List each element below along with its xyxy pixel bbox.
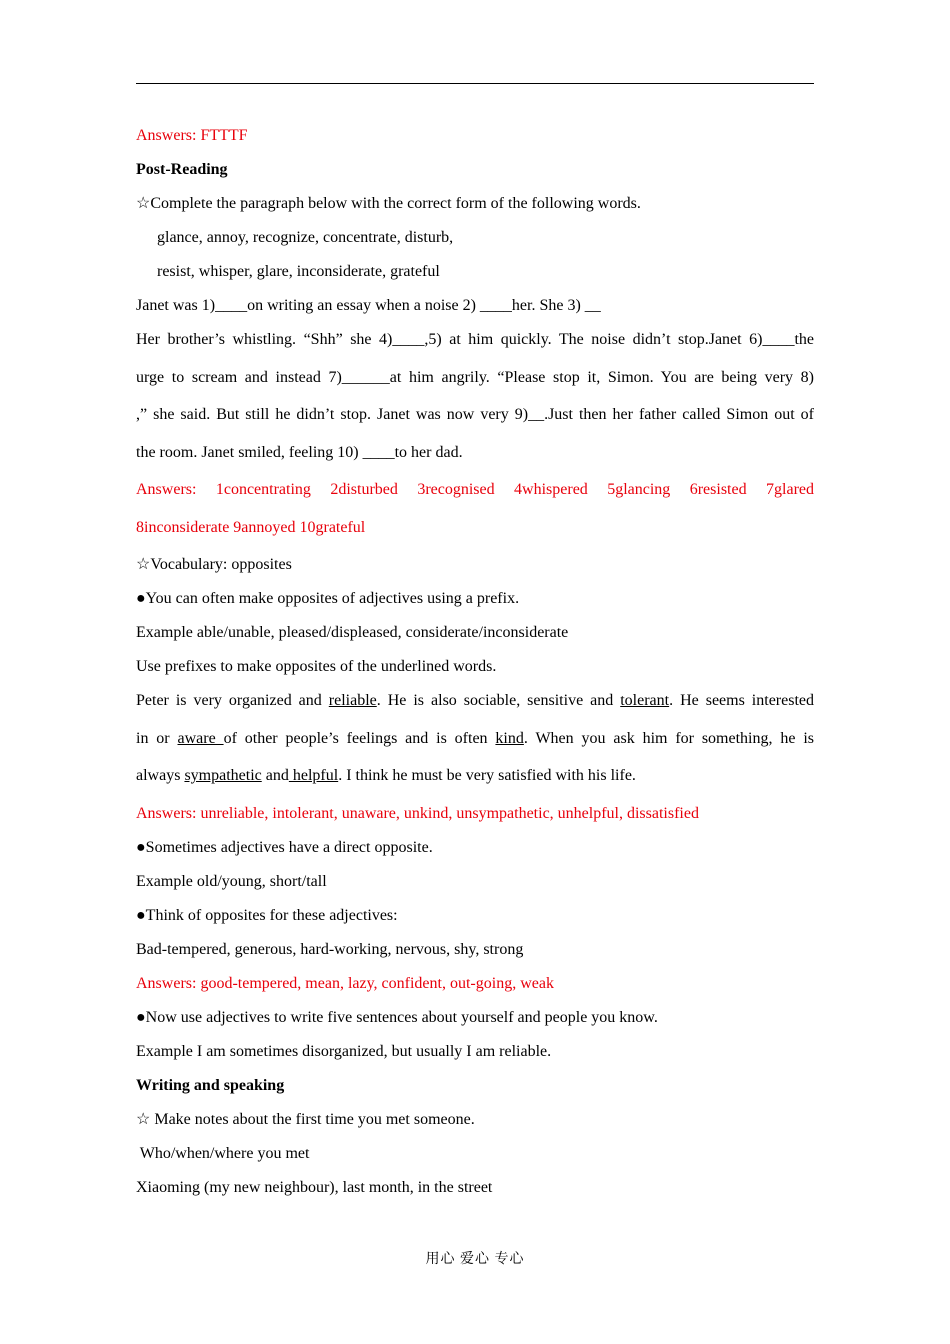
- underlined-word: kind: [495, 729, 524, 747]
- underlined-word: tolerant: [620, 692, 670, 709]
- answers-opposites: Answers: good-tempered, mean, lazy, confident, out-going, weak: [136, 974, 554, 992]
- underlined-word: sympathetic: [184, 767, 262, 784]
- xiaoming-notes: Xiaoming (my new neighbour), last month, in the street: [136, 1178, 493, 1196]
- answers-prefix: Answers: unreliable, intolerant, unaware, unkind, unsympathetic, unhelpful, dissatisfied: [136, 804, 699, 822]
- text: and: [261, 767, 289, 784]
- text: . He seems interested: [669, 692, 815, 709]
- prefix-example: Example able/unable, pleased/displeased, considerate/inconsiderate: [136, 624, 569, 641]
- answers-fill-in-line: 8inconsiderate 9annoyed 10grateful: [136, 518, 366, 536]
- text: Peter is very organized and: [136, 692, 329, 709]
- peter-paragraph: [136, 682, 814, 795]
- writing-speaking-heading: Writing and speaking: [136, 1076, 285, 1094]
- text: in or: [136, 729, 178, 747]
- janet-line: the room. Janet smiled, feeling 10) ____to her dad.: [136, 443, 463, 461]
- prefix-bullet: ●You can often make opposites of adjectives using a prefix.: [136, 590, 520, 607]
- text: always: [136, 767, 185, 784]
- janet-paragraph: [136, 321, 814, 471]
- janet-line: ,” she said. But still he didn’t stop. Janet was now very 9)__.Just then her father called Simon out of: [136, 406, 814, 423]
- complete-instruction: ☆Complete the paragraph below with the correct form of the following words.: [136, 195, 641, 212]
- direct-opposite-example: Example old/young, short/tall: [136, 872, 327, 890]
- document-body: [136, 122, 814, 1208]
- write-sentences-bullet: ●Now use adjectives to write five sentences about yourself and people you know.: [136, 1008, 658, 1026]
- underlined-word: reliable: [328, 692, 377, 709]
- answers-fill-in-line: Answers: 1concentrating 2disturbed 3recognised 4whispered 5glancing 6resisted 7glared: [136, 481, 814, 498]
- text: . He is also sociable, sensitive and: [376, 692, 621, 709]
- make-notes-instruction: ☆ Make notes about the first time you met someone.: [136, 1110, 475, 1128]
- think-opposites-bullet: ●Think of opposites for these adjectives:: [136, 906, 398, 924]
- peter-line: [136, 720, 814, 758]
- peter-line: [136, 682, 814, 720]
- word-list-2: resist, whisper, glare, inconsiderate, grateful: [157, 263, 440, 280]
- use-prefixes-instruction: Use prefixes to make opposites of the underlined words.: [136, 658, 497, 675]
- underlined-word: aware: [177, 729, 224, 747]
- direct-opposite-bullet: ●Sometimes adjectives have a direct opposite.: [136, 838, 433, 856]
- post-reading-heading: Post-Reading: [136, 161, 228, 178]
- answers-ftttf: Answers: FTTTF: [136, 127, 248, 144]
- text: . When you ask him for something, he is: [523, 729, 814, 747]
- vocabulary-heading: ☆Vocabulary: opposites: [136, 556, 292, 573]
- who-when-where: Who/when/where you met: [136, 1144, 310, 1162]
- answers-fill-in: [136, 471, 814, 546]
- janet-line: urge to scream and instead 7)______at him angrily. “Please stop it, Simon. You are being very 8): [136, 368, 814, 386]
- adjective-list: Bad-tempered, generous, hard-working, nervous, shy, strong: [136, 940, 524, 958]
- text: . I think he must be very satisfied with his life.: [338, 767, 636, 784]
- peter-line: [136, 757, 814, 795]
- word-list-1: glance, annoy, recognize, concentrate, disturb,: [157, 229, 454, 246]
- header-rule: [136, 83, 814, 84]
- write-sentences-example: Example I am sometimes disorganized, but usually I am reliable.: [136, 1042, 552, 1060]
- text: of other people’s feelings and is often: [223, 729, 496, 747]
- underlined-word: helpful: [288, 767, 339, 784]
- page-footer: 用心 爱心 专心: [425, 1252, 525, 1267]
- janet-line: Her brother’s whistling. “Shh” she 4)____,5) at him quickly. The noise didn’t stop.Janet 6)____the: [136, 331, 814, 348]
- janet-first-line: Janet was 1)____on writing an essay when a noise 2) ____her. She 3) __: [136, 297, 601, 314]
